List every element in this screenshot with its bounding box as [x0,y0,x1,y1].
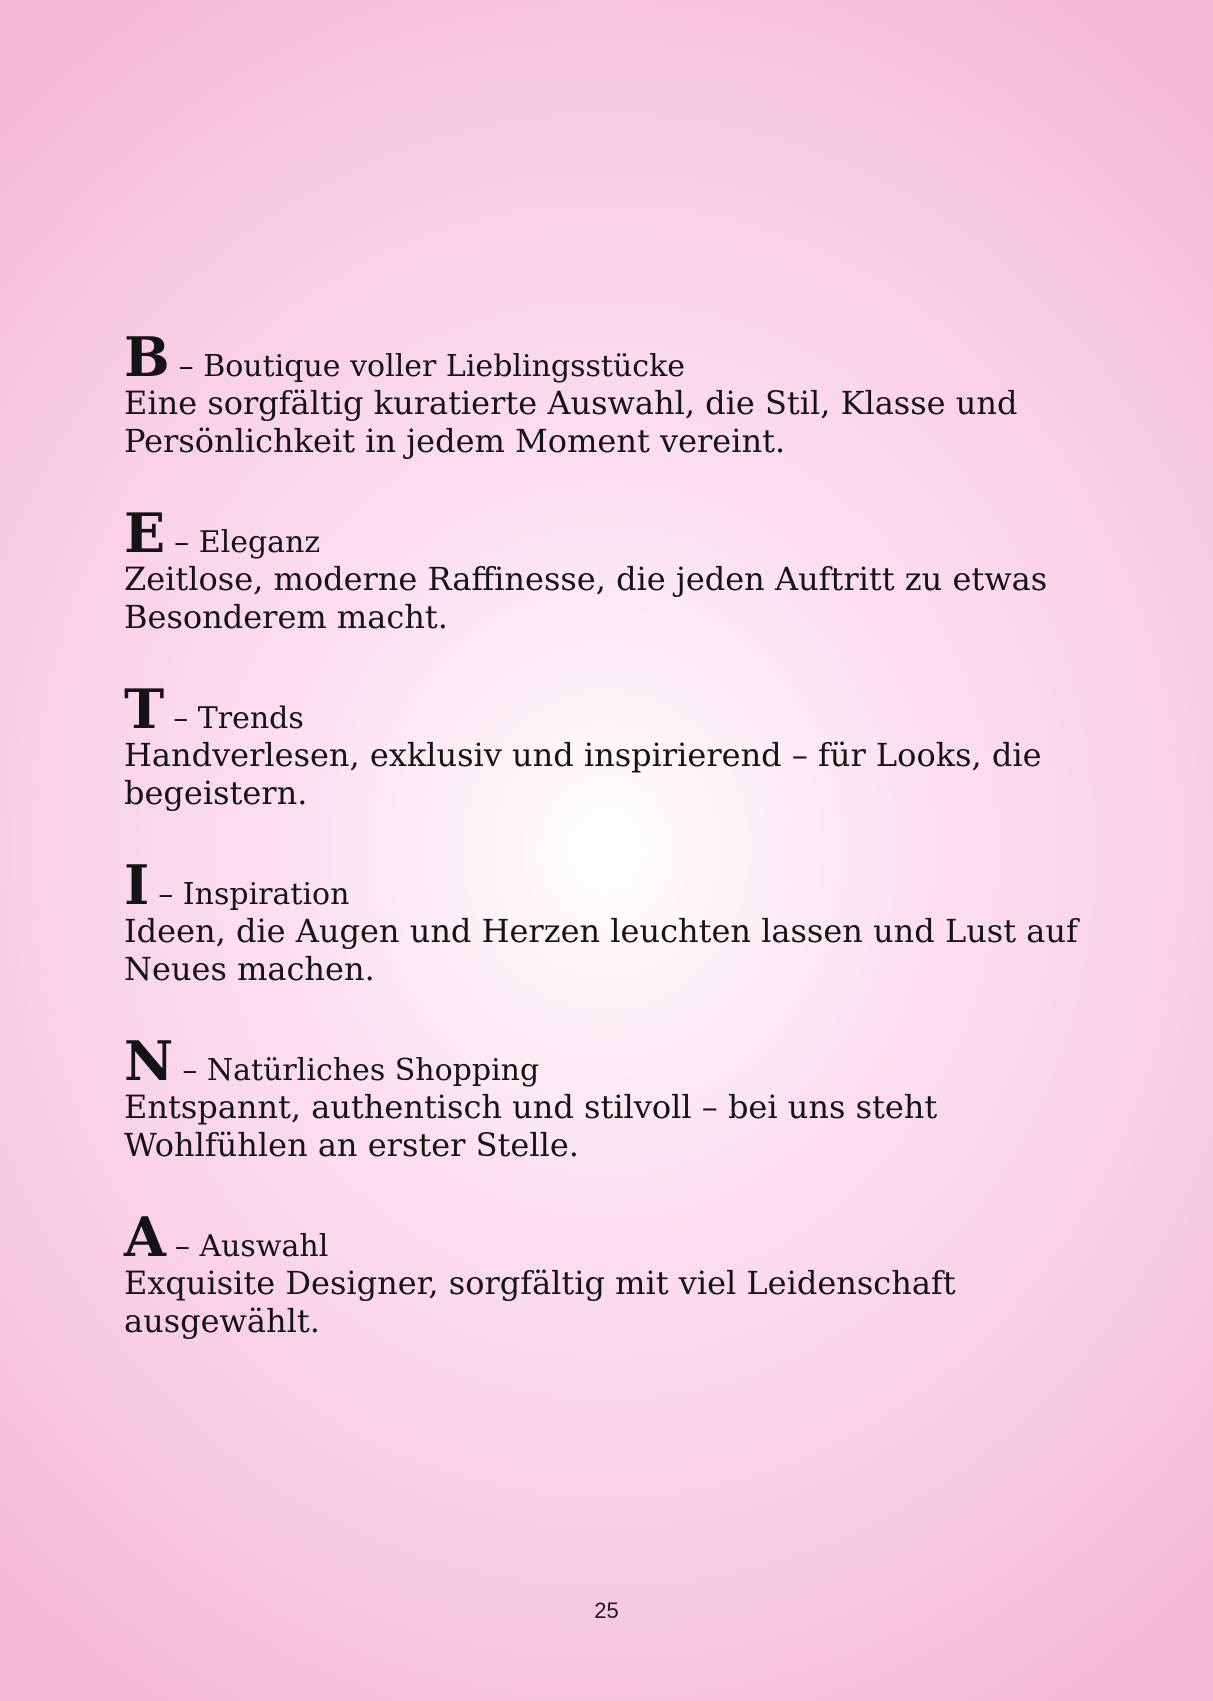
entry-description: Ideen, die Augen und Herzen leuchten lassen und Lust auf Neues machen. [124,912,1078,988]
entry-title: – Inspiration [158,877,350,912]
entry-title: – Auswahl [174,1229,329,1264]
entry-heading [124,325,1124,389]
entry-description: Exquisite Designer, sorgfältig mit viel Leidenschaft ausgewählt. [124,1264,956,1340]
entry-title: – Trends [173,701,304,736]
entry-n [124,1029,1124,1164]
entry-description: Handverlesen, exklusiv und inspirierend – für Looks, die begeistern. [124,736,1042,812]
entry-letter: E [124,501,165,565]
entry-letter: N [124,1029,173,1093]
entry-t [124,677,1124,812]
entry-heading [124,677,1124,741]
entry-letter: A [124,1205,165,1269]
entry-description: Zeitlose, moderne Raffinesse, die jeden Auftritt zu etwas Besonderem macht. [124,560,1048,636]
acrostic-list [124,325,1124,1386]
entry-title: – Natürliches Shopping [182,1053,540,1088]
entry-heading [124,1029,1124,1093]
entry-letter: B [124,325,169,389]
entry-title: – Boutique voller Lieblingsstücke [178,349,686,384]
entry-description: Entspannt, authentisch und stilvoll – bei uns steht Wohlfühlen an erster Stelle. [124,1088,938,1164]
entry-heading [124,853,1124,917]
entry-letter: I [124,853,149,917]
entry-title: – Eleganz [174,525,321,560]
entry-heading [124,501,1124,565]
page-number: 25 [594,1598,619,1623]
entry-b [124,325,1124,460]
entry-i [124,853,1124,988]
entry-a [124,1205,1124,1340]
entry-e [124,501,1124,636]
entry-heading [124,1205,1124,1269]
entry-letter: T [124,677,164,741]
entry-description: Eine sorgfältig kuratierte Auswahl, die Stil, Klasse und Persönlichkeit in jedem Moment vereint. [124,384,1018,460]
